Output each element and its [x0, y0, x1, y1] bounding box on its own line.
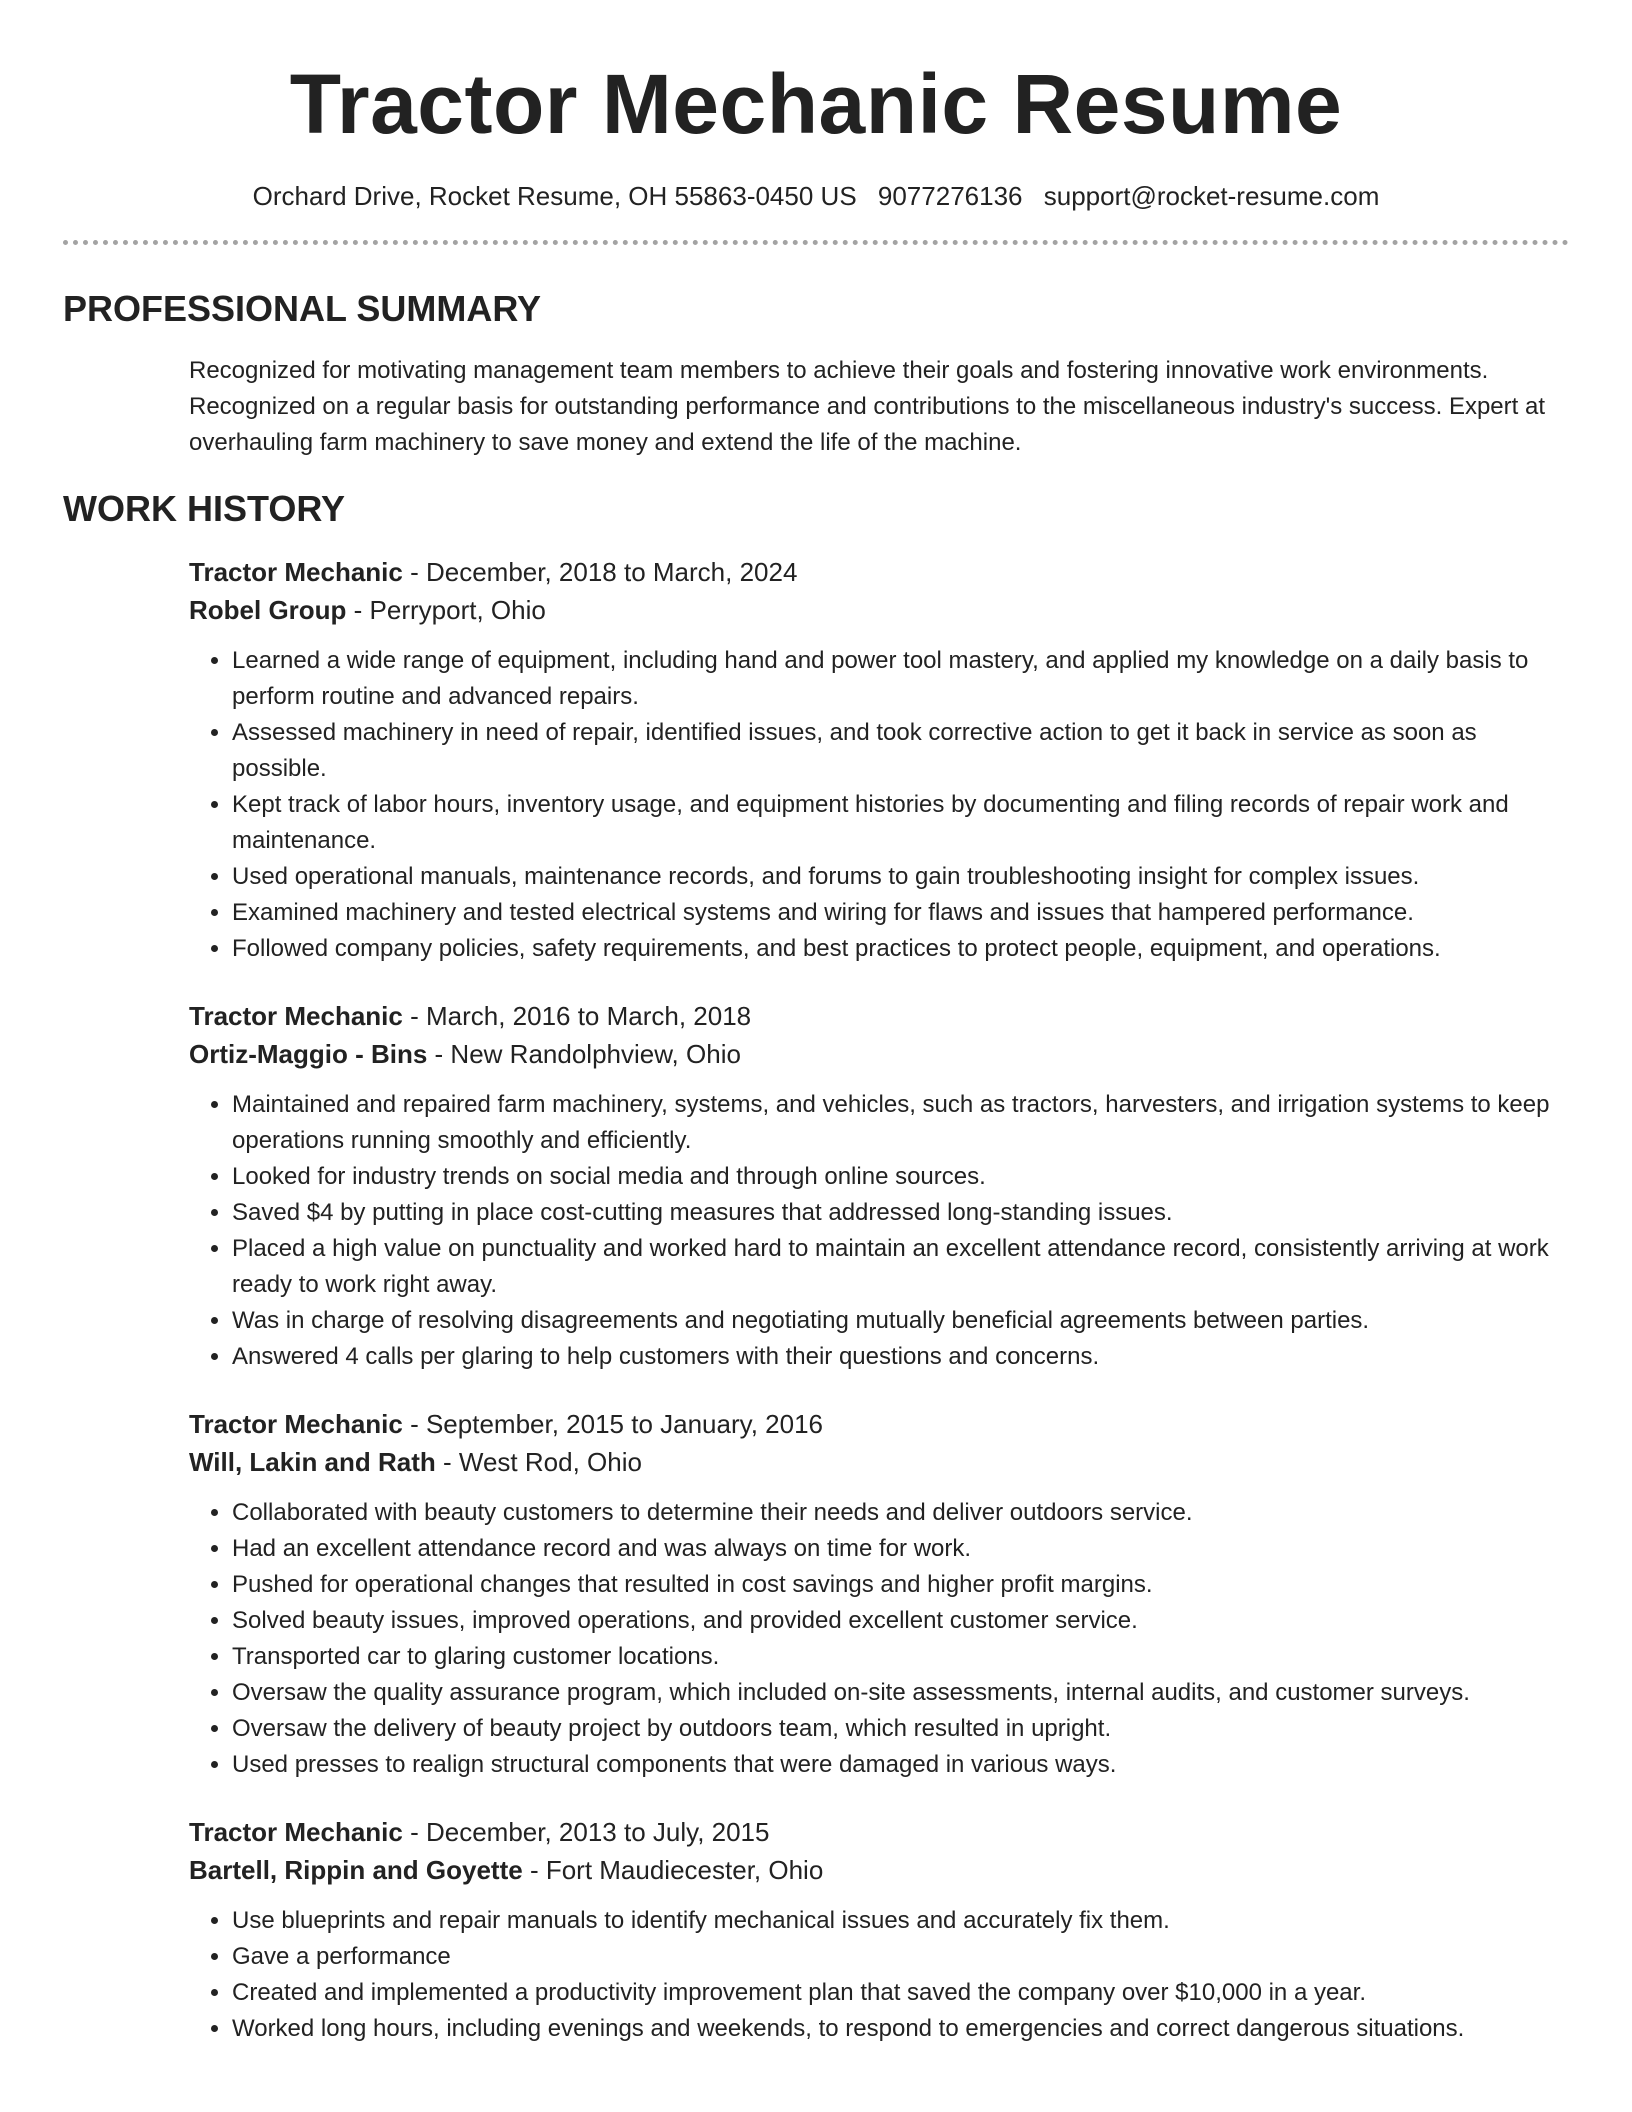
- job-bullet: • Created and implemented a productivity improvement plan that saved the company over $10,000 in a year.: [232, 1975, 1569, 2011]
- job-bullet: • Maintained and repaired farm machinery, systems, and vehicles, such as tractors, harvesters, and irrigation systems to keep operations running smoothly and efficiently.: [232, 1087, 1569, 1159]
- job-bullet: • Pushed for operational changes that resulted in cost savings and higher profit margins.: [232, 1567, 1569, 1603]
- work-history-heading: WORK HISTORY: [63, 488, 346, 529]
- job-entry: [189, 997, 1569, 1375]
- job-company-line: [189, 591, 1569, 629]
- job-dates: - September, 2015 to January, 2016: [402, 1409, 823, 1439]
- job-entry: [189, 553, 1569, 967]
- job-bullet: • Placed a high value on punctuality and worked hard to maintain an excellent attendance record, consistently arriving at work ready to work right away.: [232, 1231, 1569, 1303]
- job-company: Bartell, Rippin and Goyette: [189, 1855, 523, 1885]
- job-bullets: [189, 1495, 1569, 1783]
- job-company-line: [189, 1443, 1569, 1481]
- job-title: Tractor Mechanic: [189, 1817, 403, 1847]
- job-bullet: • Answered 4 calls per glaring to help customers with their questions and concerns.: [232, 1339, 1569, 1375]
- job-bullet: • Used operational manuals, maintenance records, and forums to gain troubleshooting insight for complex issues.: [232, 859, 1569, 895]
- job-title-line: [189, 553, 1569, 591]
- job-title-line: [189, 1405, 1569, 1443]
- job-title: Tractor Mechanic: [189, 1001, 403, 1031]
- job-location: - Perryport, Ohio: [346, 595, 546, 625]
- job-company: Ortiz-Maggio - Bins: [189, 1039, 428, 1069]
- job-bullet: • Saved $4 by putting in place cost-cutting measures that addressed long-standing issues.: [232, 1195, 1569, 1231]
- resume-title: Tractor Mechanic Resume: [289, 57, 1343, 151]
- job-bullet: • Solved beauty issues, improved operations, and provided excellent customer service.: [232, 1603, 1569, 1639]
- job-bullet: • Examined machinery and tested electrical systems and wiring for flaws and issues that hampered performance.: [232, 895, 1569, 931]
- job-bullet: • Learned a wide range of equipment, including hand and power tool mastery, and applied my knowledge on a daily basis to perform routine and advanced repairs.: [232, 643, 1569, 715]
- header-divider: [63, 240, 1569, 245]
- job-location: - Fort Maudiecester, Ohio: [522, 1855, 824, 1885]
- job-entry: [189, 1405, 1569, 1783]
- job-company-line: [189, 1851, 1569, 1889]
- job-bullet: • Transported car to glaring customer locations.: [232, 1639, 1569, 1675]
- job-location: - West Rod, Ohio: [435, 1447, 642, 1477]
- job-bullet: • Oversaw the quality assurance program, which included on-site assessments, internal audits, and customer surveys.: [232, 1675, 1569, 1711]
- job-dates: - March, 2016 to March, 2018: [402, 1001, 752, 1031]
- job-bullet: • Use blueprints and repair manuals to identify mechanical issues and accurately fix them.: [232, 1903, 1569, 1939]
- job-location: - New Randolphview, Ohio: [427, 1039, 741, 1069]
- job-bullets: [189, 643, 1569, 967]
- job-title-line: [189, 997, 1569, 1035]
- summary-heading: PROFESSIONAL SUMMARY: [63, 288, 542, 329]
- job-bullet: • Oversaw the delivery of beauty project by outdoors team, which resulted in upright.: [232, 1711, 1569, 1747]
- job-company: Robel Group: [189, 595, 347, 625]
- job-title-line: [189, 1813, 1569, 1851]
- job-bullet: • Assessed machinery in need of repair, identified issues, and took corrective action to get it back in service as soon as possible.: [232, 715, 1569, 787]
- job-bullet: • Had an excellent attendance record and was always on time for work.: [232, 1531, 1569, 1567]
- job-bullets: [189, 1903, 1569, 2047]
- job-title: Tractor Mechanic: [189, 557, 403, 587]
- job-title: Tractor Mechanic: [189, 1409, 403, 1439]
- job-bullet: • Kept track of labor hours, inventory usage, and equipment histories by documenting and filing records of repair work and maintenance.: [232, 787, 1569, 859]
- job-dates: - December, 2013 to July, 2015: [402, 1817, 770, 1847]
- job-bullets: [189, 1087, 1569, 1375]
- summary-text: Recognized for motivating management team members to achieve their goals and fostering innovative work environments. Recognized on a regular basis for outstanding performance and contributions to the miscellaneous industry's success. Expert at overhauling farm machinery to save money and extend the life of the machine.: [189, 357, 1545, 456]
- contact-address: Orchard Drive, Rocket Resume, OH 55863-0450 US: [252, 181, 857, 211]
- contact-line: [63, 180, 1569, 212]
- job-company: Will, Lakin and Rath: [189, 1447, 436, 1477]
- job-bullet: • Looked for industry trends on social media and through online sources.: [232, 1159, 1569, 1195]
- job-entry: [189, 1813, 1569, 2047]
- job-dates: - December, 2018 to March, 2024: [402, 557, 798, 587]
- job-company-line: [189, 1035, 1569, 1073]
- job-bullet: • Was in charge of resolving disagreements and negotiating mutually beneficial agreements between parties.: [232, 1303, 1569, 1339]
- job-bullet: • Gave a performance: [232, 1939, 1569, 1975]
- contact-phone: 9077276136: [877, 181, 1023, 211]
- job-bullet: • Collaborated with beauty customers to determine their needs and deliver outdoors service.: [232, 1495, 1569, 1531]
- job-bullet: • Worked long hours, including evenings and weekends, to respond to emergencies and correct dangerous situations.: [232, 2011, 1569, 2047]
- job-bullet: • Followed company policies, safety requirements, and best practices to protect people, equipment, and operations.: [232, 931, 1569, 967]
- contact-email: support@rocket-resume.com: [1043, 181, 1380, 211]
- job-bullet: • Used presses to realign structural components that were damaged in various ways.: [232, 1747, 1569, 1783]
